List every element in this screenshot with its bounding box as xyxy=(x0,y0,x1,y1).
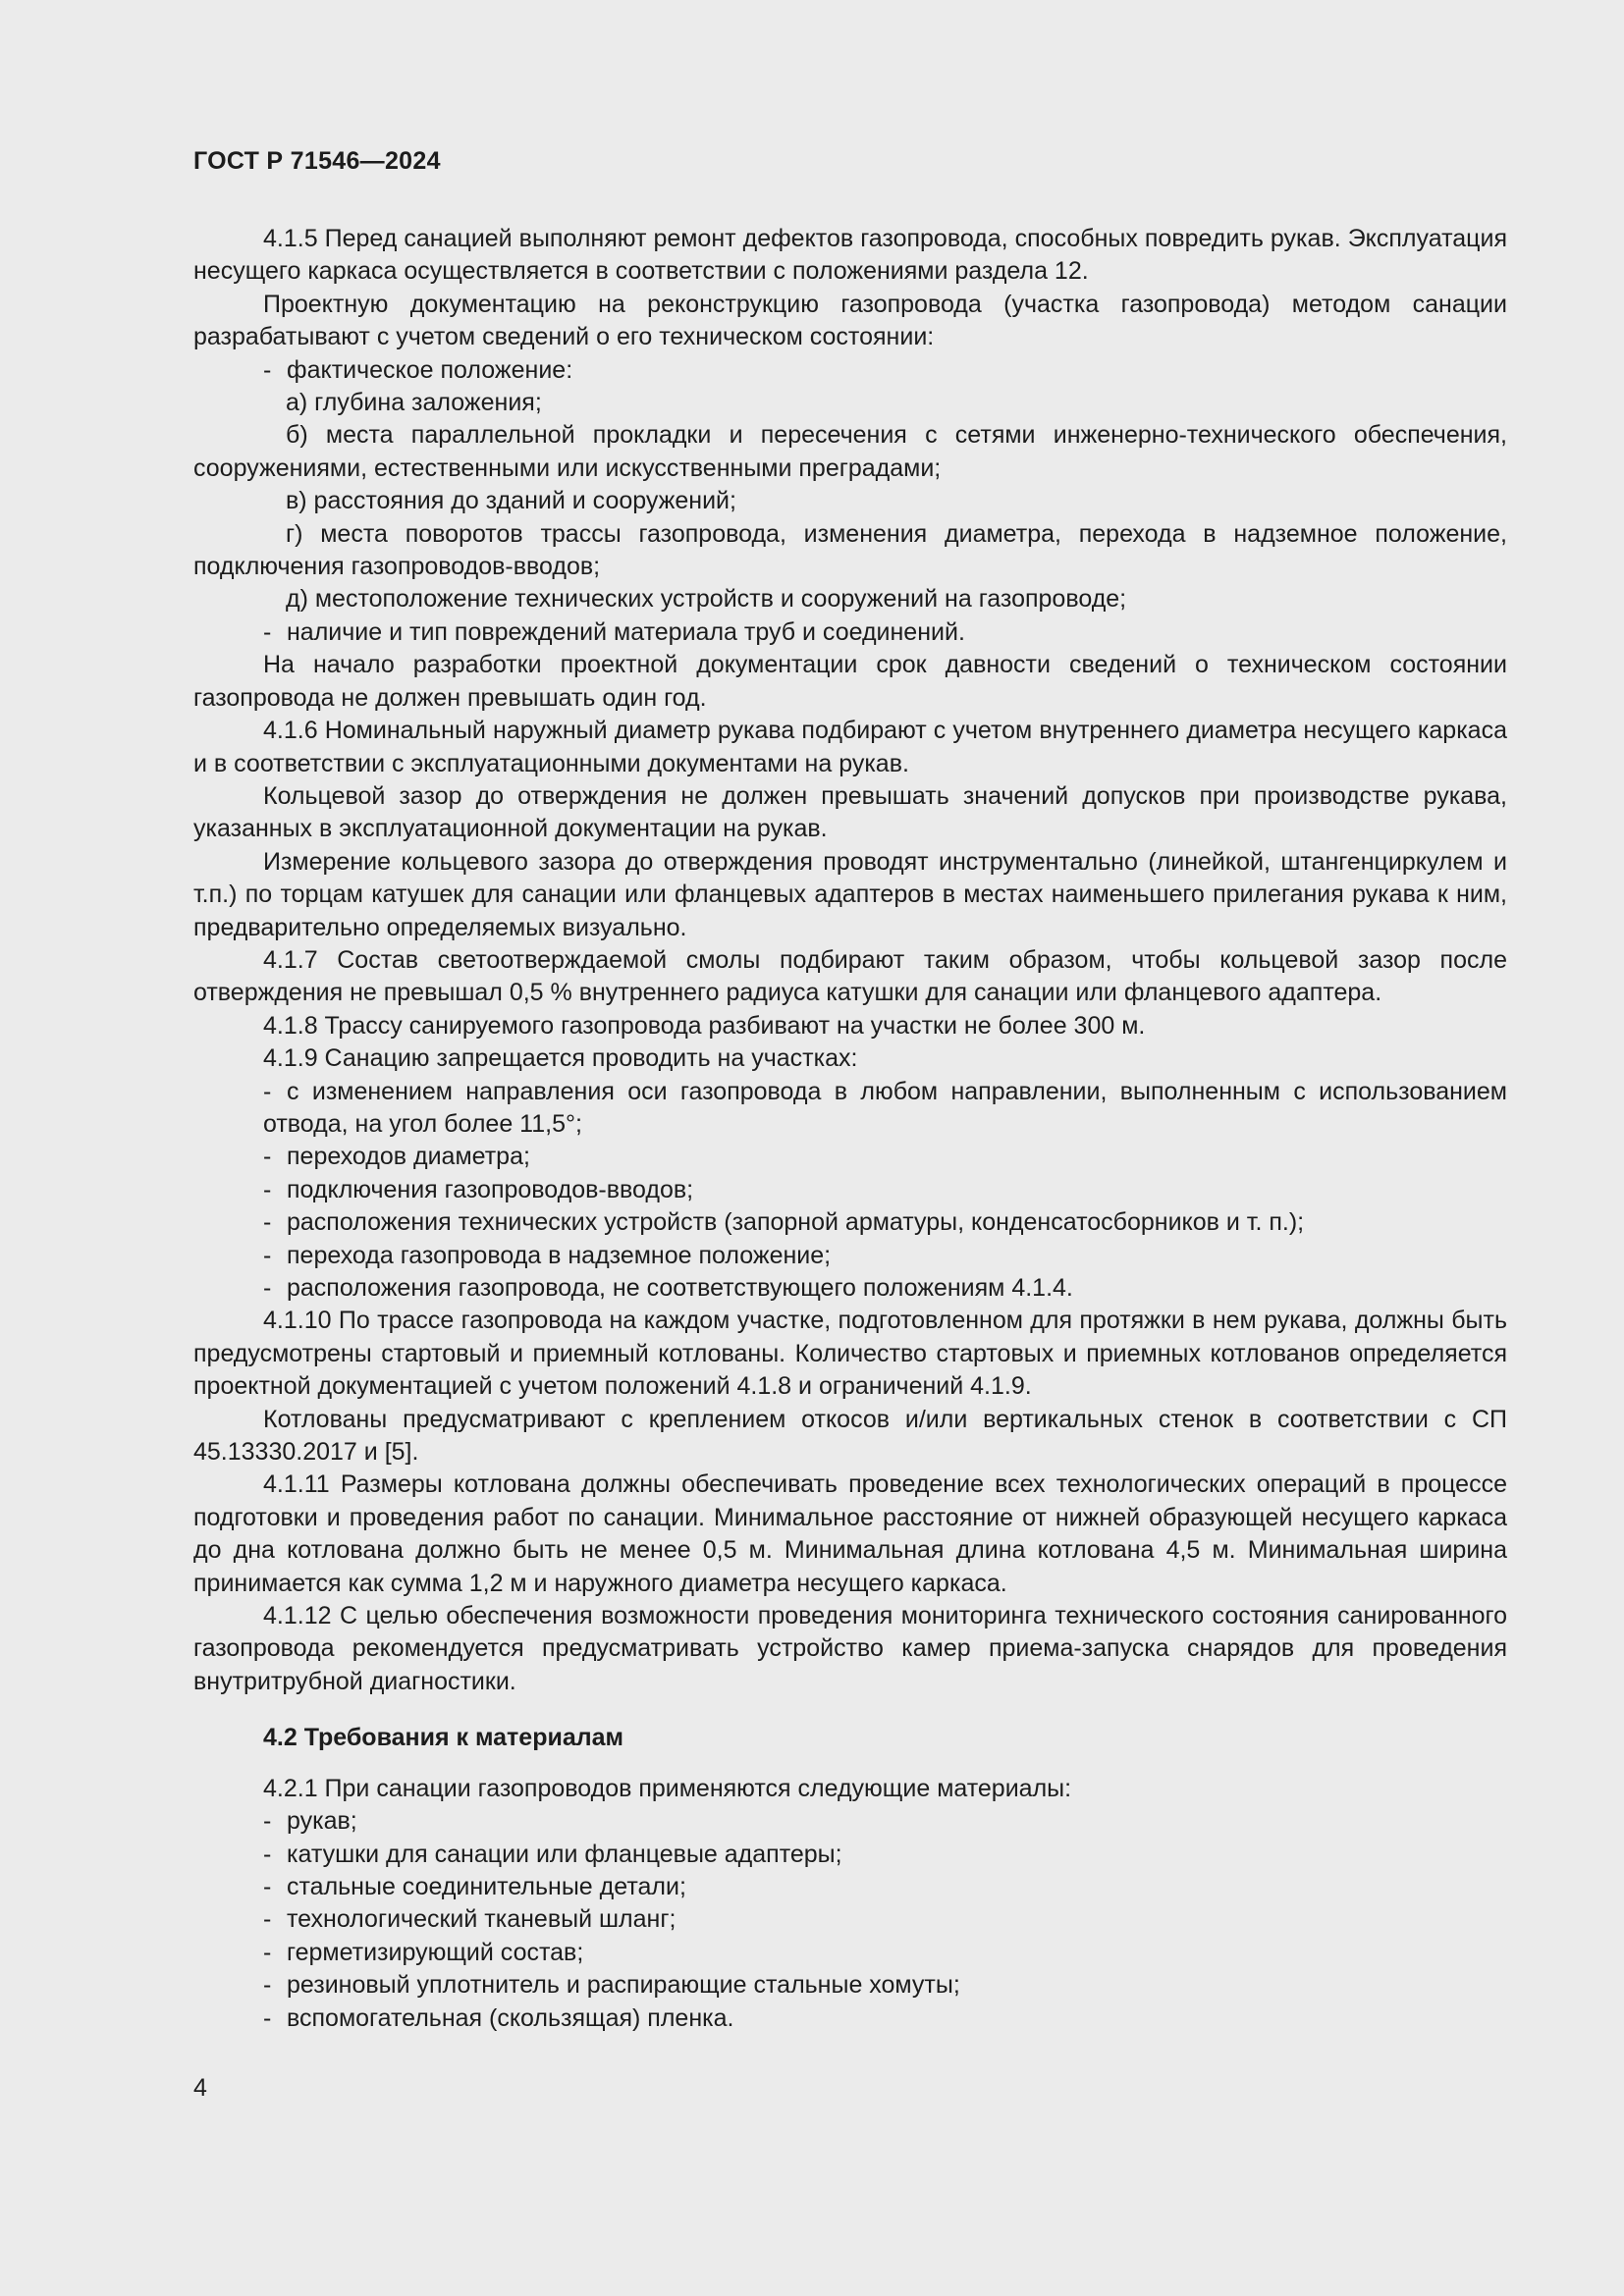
list-item-text: герметизирующий состав; xyxy=(287,1938,584,1966)
sub-list-item: в) расстояния до зданий и сооружений; xyxy=(286,487,736,515)
paragraph: 4.1.9 Санацию запрещается проводить на участках: xyxy=(263,1044,858,1073)
paragraph: Проектную документацию на реконструкцию газопровода (участка газопровода) методом санации разрабатывают с учетом сведений о его техническом состоянии: xyxy=(193,290,1507,351)
list-item-text: катушки для санации или фланцевые адаптеры; xyxy=(287,1840,842,1868)
list-dash: - xyxy=(263,1807,272,1836)
list-dash: - xyxy=(263,1938,272,1966)
list-item-text: вспомогательная (скользящая) пленка. xyxy=(287,2003,734,2032)
list-item xyxy=(193,1174,1507,1206)
list-item xyxy=(193,2002,1507,2035)
list-item-text: фактическое положение: xyxy=(287,355,573,384)
list-item-text: расположения газопровода, не соответствующего положениям 4.1.4. xyxy=(287,1274,1073,1302)
list-item xyxy=(193,1206,1507,1239)
list-item-text: рукав; xyxy=(287,1807,357,1836)
list-item xyxy=(193,1903,1507,1936)
list-item xyxy=(193,616,1507,649)
list-item xyxy=(193,1141,1507,1173)
list-item-text: переходов диаметра; xyxy=(287,1143,530,1171)
list-item-text: стальные соединительные детали; xyxy=(287,1872,686,1900)
paragraph: 4.1.12 С целью обеспечения возможности проведения мониторинга технического состояния санированного газопровода рекомендуется предусматривать устройство камер приема-запуска снарядов для проведения внутритрубной диагностики. xyxy=(193,1602,1507,1695)
list-item xyxy=(193,1839,1507,1871)
sub-list-item: д) местоположение технических устройств и сооружений на газопроводе; xyxy=(286,585,1127,614)
list-item-text: резиновый уплотнитель и распирающие стальные хомуты; xyxy=(287,1971,960,2000)
paragraph: 4.1.8 Трассу санируемого газопровода разбивают на участки не более 300 м. xyxy=(263,1011,1146,1040)
list-dash: - xyxy=(263,1143,272,1171)
paragraph: Котлованы предусматривают с креплением откосов и/или вертикальных стенок в соответствии с СП 45.13330.2017 и [5]. xyxy=(193,1405,1507,1467)
list-dash: - xyxy=(263,1274,272,1302)
list-item xyxy=(193,1272,1507,1305)
list-dash: - xyxy=(263,1241,272,1269)
list-dash: - xyxy=(263,355,272,384)
paragraph: На начало разработки проектной документации срок давности сведений о техническом состоянии газопровода не должен превышать один год. xyxy=(193,651,1507,712)
page-number: 4 xyxy=(193,2074,207,2102)
paragraph: 4.1.7 Состав светоотверждаемой смолы подбирают таким образом, чтобы кольцевой зазор после отверждения не превышал 0,5 % внутреннего радиуса катушки для санации или фланцевого адаптера. xyxy=(193,945,1507,1007)
paragraph: 4.1.10 По трассе газопровода на каждом участке, подготовленном для протяжки в нем рукава, должны быть предусмотрены стартовый и приемный котлованы. Количество стартовых и приемных котлованов определяется проектной документацией с учетом положений 4.1.8 и ограничений 4.1.9. xyxy=(193,1307,1507,1401)
list-item xyxy=(193,354,1507,387)
list-dash: - xyxy=(263,1077,272,1105)
list-item xyxy=(193,1805,1507,1838)
list-dash: - xyxy=(263,1208,272,1237)
document-body xyxy=(193,223,1507,2035)
sub-list-item: а) глубина заложения; xyxy=(286,389,542,417)
list-dash: - xyxy=(263,1905,272,1934)
list-item xyxy=(193,1969,1507,2002)
sub-list-item: г) места поворотов трассы газопровода, изменения диаметра, перехода в надземное положение, подключения газопроводов-вводов; xyxy=(193,519,1507,581)
list-dash: - xyxy=(263,1840,272,1868)
sub-list-item: б) места параллельной прокладки и пересечения с сетями инженерно-технического обеспечения, сооружениями, естественными или искусственными преградами; xyxy=(193,421,1507,482)
list-item-text: наличие и тип повреждений материала труб и соединений. xyxy=(287,617,965,646)
paragraph: Измерение кольцевого зазора до отверждения проводят инструментально (линейкой, штангенциркулем и т.п.) по торцам катушек для санации или фланцевых адаптеров в местах наименьшего прилегания рукава к ним, предварительно определяемых визуально. xyxy=(193,847,1507,941)
list-dash: - xyxy=(263,617,272,646)
list-dash: - xyxy=(263,1971,272,2000)
list-item-text: с изменением направления оси газопровода в любом направлении, выполненным с использованием отвода, на угол более 11,5°; xyxy=(263,1077,1507,1138)
paragraph: 4.1.6 Номинальный наружный диаметр рукава подбирают с учетом внутреннего диаметра несущего каркаса и в соответствии с эксплуатационными документами на рукав. xyxy=(193,717,1507,777)
list-dash: - xyxy=(263,1175,272,1203)
list-item-text: перехода газопровода в надземное положение; xyxy=(287,1241,832,1269)
list-dash: - xyxy=(263,1872,272,1900)
list-dash: - xyxy=(263,2003,272,2032)
list-item-text: расположения технических устройств (запорной арматуры, конденсатосборников и т. п.); xyxy=(287,1208,1305,1237)
list-item xyxy=(193,1937,1507,1969)
list-item xyxy=(193,1240,1507,1272)
list-item-text: технологический тканевый шланг; xyxy=(287,1905,677,1934)
document-header: ГОСТ Р 71546—2024 xyxy=(193,147,441,175)
list-item xyxy=(193,1871,1507,1903)
paragraph: 4.1.5 Перед санацией выполняют ремонт дефектов газопровода, способных повредить рукав. Эксплуатация несущего каркаса осуществляется в соответствии с положениями раздела 12. xyxy=(193,225,1507,286)
paragraph: 4.2.1 При санации газопроводов применяются следующие материалы: xyxy=(263,1774,1072,1802)
list-item-text: подключения газопроводов-вводов; xyxy=(287,1175,694,1203)
paragraph: Кольцевой зазор до отверждения не должен превышать значений допусков при производстве рукава, указанных в эксплуатационной документации на рукав. xyxy=(193,781,1507,843)
list-item xyxy=(193,1076,1507,1142)
paragraph: 4.1.11 Размеры котлована должны обеспечивать проведение всех технологических операций в процессе подготовки и проведения работ по санации. Минимальное расстояние от нижней образующей несущего каркаса до дна котлована должно быть не менее 0,5 м. Минимальная длина котлована 4,5 м. Минимальная ширина принимается как сумма 1,2 м и наружного диаметра несущего каркаса. xyxy=(193,1470,1507,1597)
section-heading: 4.2 Требования к материалам xyxy=(263,1724,624,1752)
